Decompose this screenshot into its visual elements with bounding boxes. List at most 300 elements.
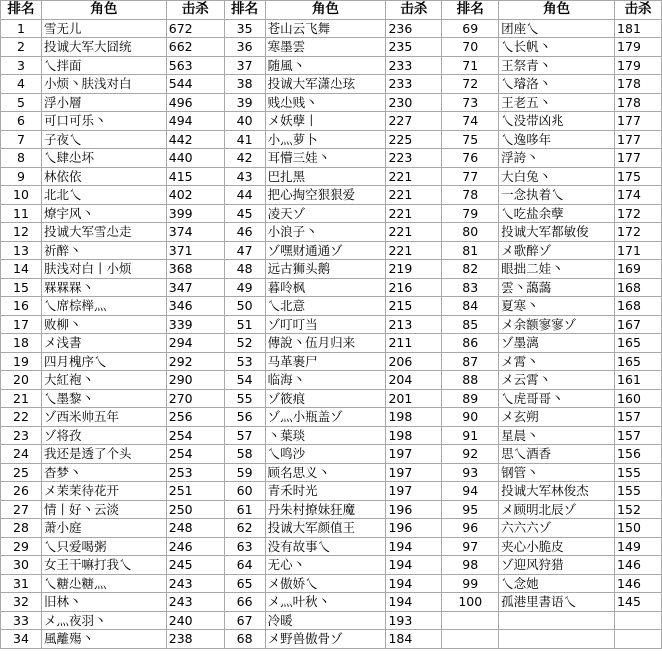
kills-cell: 171 [615,241,662,260]
role-cell: 苍山云飞舞 [265,19,386,38]
kills-cell: 256 [166,408,224,427]
table-row [1,537,662,556]
kills-cell: 254 [166,426,224,445]
table-row [1,593,662,612]
kills-cell: 442 [166,130,224,149]
role-cell: メ余额寥寥ゾ [499,315,615,334]
rank-cell: 3 [1,56,42,75]
table-row [1,519,662,538]
kills-cell: 177 [615,149,662,168]
kills-cell: 193 [386,611,442,630]
kills-header: 击杀 [386,1,442,20]
rank-cell: 76 [442,149,499,168]
kills-cell: 254 [166,445,224,464]
table-row [1,352,662,371]
role-cell: メ云霄丶 [499,371,615,390]
rank-cell: 53 [224,352,265,371]
role-cell: メ妖孽丨 [265,112,386,131]
rank-cell: 65 [224,574,265,593]
rank-cell: 74 [442,112,499,131]
role-header: 角色 [265,1,386,20]
rank-cell: 86 [442,334,499,353]
table-row [1,149,662,168]
rank-cell: 68 [224,630,265,649]
kills-cell: 371 [166,241,224,260]
rank-cell: 91 [442,426,499,445]
table-row [1,204,662,223]
kills-cell: 194 [386,556,442,575]
role-cell: 旧林丶 [41,593,166,612]
role-cell: 肤浅对白丨小烦 [41,260,166,279]
role-cell: 眼拙二娃丶 [499,260,615,279]
kills-cell: 169 [615,260,662,279]
role-cell: 情丨好丶云淡 [41,500,166,519]
kills-cell: 178 [615,93,662,112]
kills-cell: 165 [615,334,662,353]
role-cell: 大紅袍丶 [41,371,166,390]
kills-cell: 156 [615,445,662,464]
rank-cell: 12 [1,223,42,242]
rank-cell: 17 [1,315,42,334]
rank-cell: 42 [224,149,265,168]
rank-cell: 21 [1,389,42,408]
role-cell: 巴扎黑 [265,167,386,186]
role-cell: メ歌醉ゾ [499,241,615,260]
role-cell: 贱尐贱丶 [265,93,386,112]
kills-cell: 157 [615,408,662,427]
kills-cell: 194 [386,593,442,612]
rank-cell: 97 [442,537,499,556]
rank-cell: 73 [442,93,499,112]
role-cell: 投诚大军潇尐玹 [265,75,386,94]
kills-cell: 172 [615,223,662,242]
rank-cell: 60 [224,482,265,501]
rank-cell: 40 [224,112,265,131]
role-cell: ゾ嘿财通通ゾ [265,241,386,260]
rank-cell: 72 [442,75,499,94]
role-cell: 浮小層 [41,93,166,112]
role-cell: 投诚大军都敏俊 [499,223,615,242]
rank-cell: 93 [442,463,499,482]
role-cell: メ茉茉待花开 [41,482,166,501]
role-cell: 马革裹尸 [265,352,386,371]
role-cell: 風離殤丶 [41,630,166,649]
rank-cell: 56 [224,408,265,427]
kills-cell: 194 [386,574,442,593]
rank-cell: 23 [1,426,42,445]
role-cell: 小浪子丶 [265,223,386,242]
kills-cell: 240 [166,611,224,630]
role-cell: 女王干嘛打我乀 [41,556,166,575]
role-cell: 燎宇风丶 [41,204,166,223]
role-header: 角色 [41,1,166,20]
table-row [1,556,662,575]
kills-cell: 211 [386,334,442,353]
rank-cell: 36 [224,38,265,57]
role-cell: 乀北意 [265,297,386,316]
rank-cell: 30 [1,556,42,575]
rank-cell: 83 [442,278,499,297]
kills-cell: 563 [166,56,224,75]
role-cell: 萧小庭 [41,519,166,538]
kills-cell: 198 [386,408,442,427]
role-cell: 投诚大军颜值王 [265,519,386,538]
rank-cell: 87 [442,352,499,371]
rank-cell: 22 [1,408,42,427]
kills-cell: 230 [386,93,442,112]
role-cell: メ傲娇乀 [265,574,386,593]
role-cell: ゾ灬小瓶盖ゾ [265,408,386,427]
kills-cell: 206 [386,352,442,371]
kills-cell: 194 [386,537,442,556]
kills-cell: 150 [615,519,662,538]
table-row [1,463,662,482]
kills-cell: 223 [386,149,442,168]
kills-cell: 221 [386,241,442,260]
table-row [1,260,662,279]
role-cell: 乀墨黎丶 [41,389,166,408]
rank-cell: 81 [442,241,499,260]
kills-cell [615,630,662,649]
kills-cell: 368 [166,260,224,279]
kills-cell: 221 [386,204,442,223]
kills-cell: 346 [166,297,224,316]
rank-cell: 32 [1,593,42,612]
rank-cell: 10 [1,186,42,205]
role-cell: 乀糖尐糖灬 [41,574,166,593]
rank-cell: 48 [224,260,265,279]
ranking-body [1,19,662,648]
kills-cell: 167 [615,315,662,334]
rank-cell: 63 [224,537,265,556]
rank-cell: 61 [224,500,265,519]
role-cell: 乀鸣沙 [265,445,386,464]
kills-cell: 157 [615,426,662,445]
kills-cell: 290 [166,371,224,390]
rank-cell: 20 [1,371,42,390]
rank-cell: 39 [224,93,265,112]
role-cell: 乀虎哥哥丶 [499,389,615,408]
rank-cell: 64 [224,556,265,575]
role-cell: 傳說丶伍月归来 [265,334,386,353]
rank-cell: 44 [224,186,265,205]
role-cell: ゾ筱痕 [265,389,386,408]
role-cell: 乀吃盐余孽 [499,204,615,223]
role-cell: 浮誇丶 [499,149,615,168]
role-cell: メ灬叶秋丶 [265,593,386,612]
table-row [1,389,662,408]
kills-cell: 177 [615,130,662,149]
kills-cell: 270 [166,389,224,408]
kills-header: 击杀 [166,1,224,20]
role-cell: 子夜乀 [41,130,166,149]
table-row [1,167,662,186]
role-cell: 团座乀 [499,19,615,38]
kills-cell: 165 [615,352,662,371]
rank-cell: 5 [1,93,42,112]
kills-cell: 399 [166,204,224,223]
role-cell: メ野兽傲骨ゾ [265,630,386,649]
table-row [1,186,662,205]
rank-cell: 98 [442,556,499,575]
kills-cell: 221 [386,186,442,205]
role-cell: 乀只爱喝粥 [41,537,166,556]
kills-cell: 347 [166,278,224,297]
kills-cell: 235 [386,38,442,57]
rank-cell: 6 [1,112,42,131]
rank-cell: 99 [442,574,499,593]
kills-cell: 227 [386,112,442,131]
kills-cell: 402 [166,186,224,205]
kills-cell: 236 [386,19,442,38]
kills-cell: 219 [386,260,442,279]
table-row [1,334,662,353]
kills-cell: 221 [386,223,442,242]
table-row [1,130,662,149]
kills-cell: 146 [615,574,662,593]
role-cell: 杳梦丶 [41,463,166,482]
role-cell: 远古狮头鹅 [265,260,386,279]
rank-header: 排名 [1,1,42,20]
rank-cell: 75 [442,130,499,149]
table-row [1,574,662,593]
kills-cell: 374 [166,223,224,242]
table-row [1,500,662,519]
table-row [1,426,662,445]
table-row [1,278,662,297]
role-cell: 无心丶 [265,556,386,575]
table-row [1,56,662,75]
role-cell: 冷暖 [265,611,386,630]
role-cell: 可口可乐丶 [41,112,166,131]
kills-cell: 544 [166,75,224,94]
rank-cell: 54 [224,371,265,390]
role-cell: メ灬夜羽丶 [41,611,166,630]
kills-cell: 215 [386,297,442,316]
kills-cell [615,611,662,630]
role-cell [499,630,615,649]
rank-cell: 15 [1,278,42,297]
role-cell: 乀肆尐坏 [41,149,166,168]
role-cell: 暮呤枫 [265,278,386,297]
kills-cell: 233 [386,75,442,94]
kills-cell: 178 [615,75,662,94]
kills-cell: 243 [166,574,224,593]
rank-cell: 66 [224,593,265,612]
rank-header: 排名 [224,1,265,20]
header-row [1,1,662,20]
rank-cell: 31 [1,574,42,593]
role-cell: 大白兔丶 [499,167,615,186]
kills-cell: 160 [615,389,662,408]
role-cell: 王老五丶 [499,93,615,112]
kills-cell: 294 [166,334,224,353]
rank-cell: 84 [442,297,499,316]
rank-cell: 11 [1,204,42,223]
role-cell: 林依依 [41,167,166,186]
rank-cell: 50 [224,297,265,316]
role-cell: 投诚大军林俊杰 [499,482,615,501]
role-cell: 一念执着乀 [499,186,615,205]
rank-cell: 67 [224,611,265,630]
role-cell: 雲丶藹藹 [499,278,615,297]
rank-cell: 62 [224,519,265,538]
role-cell [499,611,615,630]
kills-cell: 221 [386,167,442,186]
kills-cell: 440 [166,149,224,168]
kills-cell: 251 [166,482,224,501]
kills-cell: 197 [386,445,442,464]
role-cell: メ浅書 [41,334,166,353]
kills-cell: 216 [386,278,442,297]
kills-cell: 198 [386,426,442,445]
rank-cell: 8 [1,149,42,168]
table-row [1,315,662,334]
rank-cell: 59 [224,463,265,482]
kills-cell: 179 [615,38,662,57]
rank-cell: 13 [1,241,42,260]
role-cell: メ霄丶 [499,352,615,371]
role-cell: 投诚大军大囧统 [41,38,166,57]
role-cell: 夏寒丶 [499,297,615,316]
kills-cell: 339 [166,315,224,334]
role-cell: 六六六ゾ [499,519,615,538]
role-cell: 乀长帆丶 [499,38,615,57]
role-cell: 没有故事乀 [265,537,386,556]
role-cell: 王祭青丶 [499,56,615,75]
role-cell: 小灬萝卜 [265,130,386,149]
kills-cell: 248 [166,519,224,538]
kills-cell: 496 [166,93,224,112]
rank-cell: 100 [442,593,499,612]
rank-cell: 58 [224,445,265,464]
kills-cell: 204 [386,371,442,390]
table-row [1,75,662,94]
role-cell: 顾名思义丶 [265,463,386,482]
rank-cell: 55 [224,389,265,408]
rank-cell: 69 [442,19,499,38]
role-cell: 四月槐序乀 [41,352,166,371]
kills-cell: 175 [615,167,662,186]
kills-cell: 152 [615,500,662,519]
kills-cell: 197 [386,482,442,501]
kills-cell: 196 [386,500,442,519]
kills-cell: 201 [386,389,442,408]
role-cell: 丶葉琰 [265,426,386,445]
rank-cell: 18 [1,334,42,353]
role-cell: 乀念她 [499,574,615,593]
table-row [1,112,662,131]
rank-cell [442,611,499,630]
role-cell: 雪无儿 [41,19,166,38]
kills-cell: 168 [615,278,662,297]
rank-cell: 27 [1,500,42,519]
role-cell: ゾ将孜 [41,426,166,445]
rank-cell: 28 [1,519,42,538]
kills-cell: 494 [166,112,224,131]
table-row [1,482,662,501]
table-row [1,408,662,427]
table-row [1,38,662,57]
role-cell: ゾ西米帅五年 [41,408,166,427]
kills-cell: 233 [386,56,442,75]
kills-cell: 253 [166,463,224,482]
role-cell: 我还是透了个头 [41,445,166,464]
rank-cell: 43 [224,167,265,186]
table-row [1,611,662,630]
kills-cell: 250 [166,500,224,519]
rank-cell: 26 [1,482,42,501]
role-cell: 孤港里書语乀 [499,593,615,612]
kills-cell: 184 [386,630,442,649]
kills-header: 击杀 [615,1,662,20]
rank-cell: 89 [442,389,499,408]
role-cell: 临海丶 [265,371,386,390]
rank-cell: 24 [1,445,42,464]
role-cell: 祈醉丶 [41,241,166,260]
role-cell: 败柳丶 [41,315,166,334]
rank-cell: 38 [224,75,265,94]
rank-cell: 92 [442,445,499,464]
rank-header: 排名 [442,1,499,20]
role-cell: メ顾明北辰ゾ [499,500,615,519]
table-row [1,371,662,390]
role-cell: 把心掏空狠狠爱 [265,186,386,205]
kills-cell: 246 [166,537,224,556]
kills-cell: 243 [166,593,224,612]
rank-cell: 45 [224,204,265,223]
table-row [1,445,662,464]
rank-cell: 47 [224,241,265,260]
rank-cell: 96 [442,519,499,538]
kills-cell: 238 [166,630,224,649]
rank-cell: 82 [442,260,499,279]
rank-cell: 79 [442,204,499,223]
rank-cell: 7 [1,130,42,149]
kills-cell: 146 [615,556,662,575]
rank-cell: 95 [442,500,499,519]
kills-cell: 225 [386,130,442,149]
rank-cell: 71 [442,56,499,75]
role-cell: 乀席棕榉灬 [41,297,166,316]
kills-cell: 145 [615,593,662,612]
rank-cell: 49 [224,278,265,297]
kills-cell: 161 [615,371,662,390]
role-cell: 星晨丶 [499,426,615,445]
role-cell: 耳懵三娃丶 [265,149,386,168]
role-cell: 丹朱村撩妹狂魔 [265,500,386,519]
rank-cell: 33 [1,611,42,630]
rank-cell: 1 [1,19,42,38]
role-cell: ゾ墨漓 [499,334,615,353]
rank-cell: 94 [442,482,499,501]
role-cell: 乀逸哆年 [499,130,615,149]
table-row [1,93,662,112]
rank-cell: 4 [1,75,42,94]
rank-cell: 88 [442,371,499,390]
role-cell: ゾ叮叮当 [265,315,386,334]
kills-cell: 155 [615,482,662,501]
rank-cell: 70 [442,38,499,57]
role-cell: 乀璿洛丶 [499,75,615,94]
table-row [1,241,662,260]
kills-cell: 245 [166,556,224,575]
kills-cell: 168 [615,297,662,316]
table-row [1,297,662,316]
role-cell: 随風丶 [265,56,386,75]
role-cell: 小烦丶肤浅对白 [41,75,166,94]
kills-cell: 181 [615,19,662,38]
